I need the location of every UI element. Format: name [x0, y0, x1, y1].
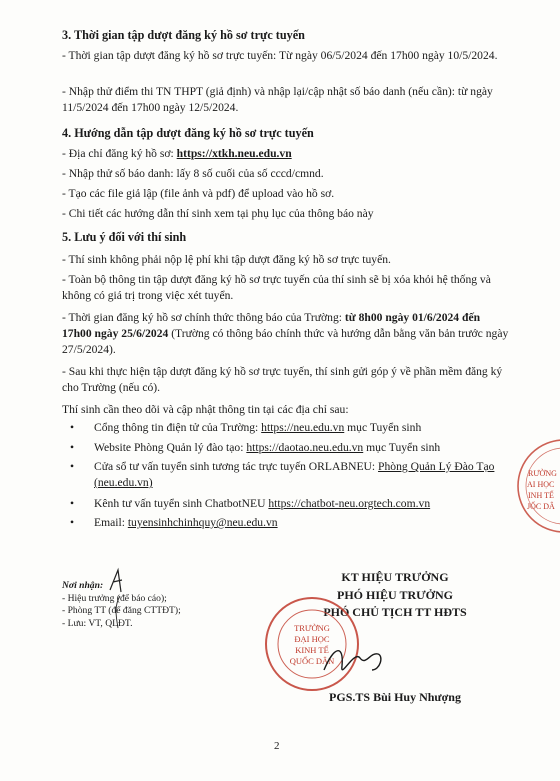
section-3-heading: 3. Thời gian tập dượt đăng ký hồ sơ trực tuyến: [62, 28, 305, 42]
section-5-paragraph-3: [62, 310, 512, 358]
bullet-link[interactable]: Phòng Quản Lý Đào Tạo (neu.edu.vn): [94, 460, 495, 489]
section-5-paragraph-2: - Toàn bộ thông tin tập dượt đăng ký hồ sơ trực tuyến của thí sinh sẽ bị xóa khỏi hệ thống và không có giá trị trong việc xét tuyển.: [62, 273, 491, 302]
section-3-paragraph-1: - Thời gian tập dượt đăng ký hồ sơ trực tuyến: Từ ngày 06/5/2024 đến 17h00 ngày 10/5/2024.: [62, 49, 498, 62]
edge-stamp-text-1: RƯỜNG: [528, 469, 557, 478]
section-4-address-line: [62, 146, 512, 162]
recipient-item: - Hiệu trưởng (để báo cáo);: [62, 592, 167, 604]
official-time-note: (Trường có thông báo chính thức và hướng dẫn bằng văn bản trước ngày 27/5/2024).: [62, 327, 509, 356]
signature-line-1: KT HIỆU TRƯỞNG: [341, 570, 449, 584]
recipient-item: - Lưu: VT, QLĐT.: [62, 617, 133, 629]
bullet-suffix: mục Tuyển sinh: [363, 441, 441, 454]
initial-mark-icon: [104, 566, 134, 630]
section-4-paragraph-3: - Tạo các file giả lập (file ảnh và pdf) để upload vào hồ sơ.: [62, 187, 335, 200]
bullet-dot: •: [70, 421, 75, 434]
section-4-paragraph-4: - Chi tiết các hướng dẫn thí sinh xem tại phụ lục của thông báo này: [62, 207, 374, 220]
edge-stamp-text-4: JỐC DÂ: [527, 502, 555, 511]
bullet-label: Cổng thông tin điện tử của Trường:: [94, 421, 262, 434]
section-5-paragraph-1: - Thí sinh không phải nộp lệ phí khi tập dượt đăng ký hồ sơ trực tuyến.: [62, 253, 391, 266]
official-time-label: - Thời gian đăng ký hồ sơ chính thức thông báo của Trường:: [62, 311, 345, 324]
edge-stamp-text-3: INH TẾ: [528, 491, 554, 500]
section-5-heading: 5. Lưu ý đối với thí sinh: [62, 230, 187, 244]
section-4-paragraph-2: - Nhập thử số báo danh: lấy 8 số cuối của số cccd/cmnd.: [62, 167, 324, 180]
follow-instructions: Thí sinh cần theo dõi và cập nhật thông tin tại các địa chỉ sau:: [62, 403, 349, 416]
bullet-suffix: mục Tuyển sinh: [344, 421, 422, 434]
bullet-link[interactable]: https://chatbot-neu.orgtech.com.vn: [268, 497, 431, 510]
page-number: 2: [274, 740, 280, 752]
registration-link[interactable]: https://xtkh.neu.edu.vn: [176, 147, 292, 160]
bullet-dot: •: [70, 516, 75, 529]
bullet-link[interactable]: https://neu.edu.vn: [261, 421, 345, 434]
section-3-paragraph-2: - Nhập thử điểm thi TN THPT (giả định) và nhập lại/cập nhật số báo danh (nếu cần): từ ngày 11/5/2024 đến 17h00 ngày 12/5/2024.: [62, 85, 493, 114]
signature-line-2: PHÓ HIỆU TRƯỞNG: [336, 588, 453, 602]
signer-name: PGS.TS Bùi Huy Nhượng: [329, 690, 461, 704]
edge-stamp-text-2: AI HỌC: [527, 480, 555, 489]
stamp-text-4: QUỐC DÂN: [289, 656, 335, 666]
official-time-range: từ 8h00 ngày 01/6/2024 đến 17h00 ngày 25/6/2024: [62, 311, 481, 340]
stamp-text-1: TRƯỜNG: [294, 623, 330, 633]
bullet-dot: •: [70, 460, 75, 473]
bullet-label: Cửa sổ tư vấn tuyển sinh tương tác trực tuyến ORLABNEU:: [94, 460, 379, 473]
stamp-text-2: ĐẠI HỌC: [294, 634, 330, 644]
bullet-link[interactable]: tuyensinhchinhquy@neu.edu.vn: [127, 516, 278, 529]
bullet-label: Website Phòng Quản lý đào tạo:: [94, 441, 247, 454]
bullet-label: Kênh tư vấn tuyển sinh ChatbotNEU: [94, 497, 269, 510]
recipient-item: - Phòng TT (để đăng CTTĐT);: [62, 605, 181, 616]
stamp-text-3: KINH TẾ: [295, 645, 329, 655]
address-label: - Địa chỉ đăng ký hồ sơ:: [62, 147, 177, 160]
signature-line-3: PHÓ CHỦ TỊCH TT HĐTS: [323, 605, 467, 619]
handwritten-signature-icon: [320, 640, 390, 684]
section-4-heading: 4. Hướng dẫn tập dượt đăng ký hồ sơ trực tuyến: [62, 126, 314, 140]
bullet-dot: •: [70, 441, 75, 454]
section-5-paragraph-4: - Sau khi thực hiện tập dượt đăng ký hồ sơ trực tuyến, thí sinh gửi góp ý về phần mềm đăng ký cho Trường (nếu có).: [62, 365, 503, 394]
recipients-title: Nơi nhận:: [62, 580, 104, 591]
bullet-link[interactable]: https://daotao.neu.edu.vn: [246, 441, 364, 454]
bullet-label: Email:: [94, 516, 128, 529]
bullet-dot: •: [70, 497, 75, 510]
edge-stamp-icon: [516, 432, 560, 542]
